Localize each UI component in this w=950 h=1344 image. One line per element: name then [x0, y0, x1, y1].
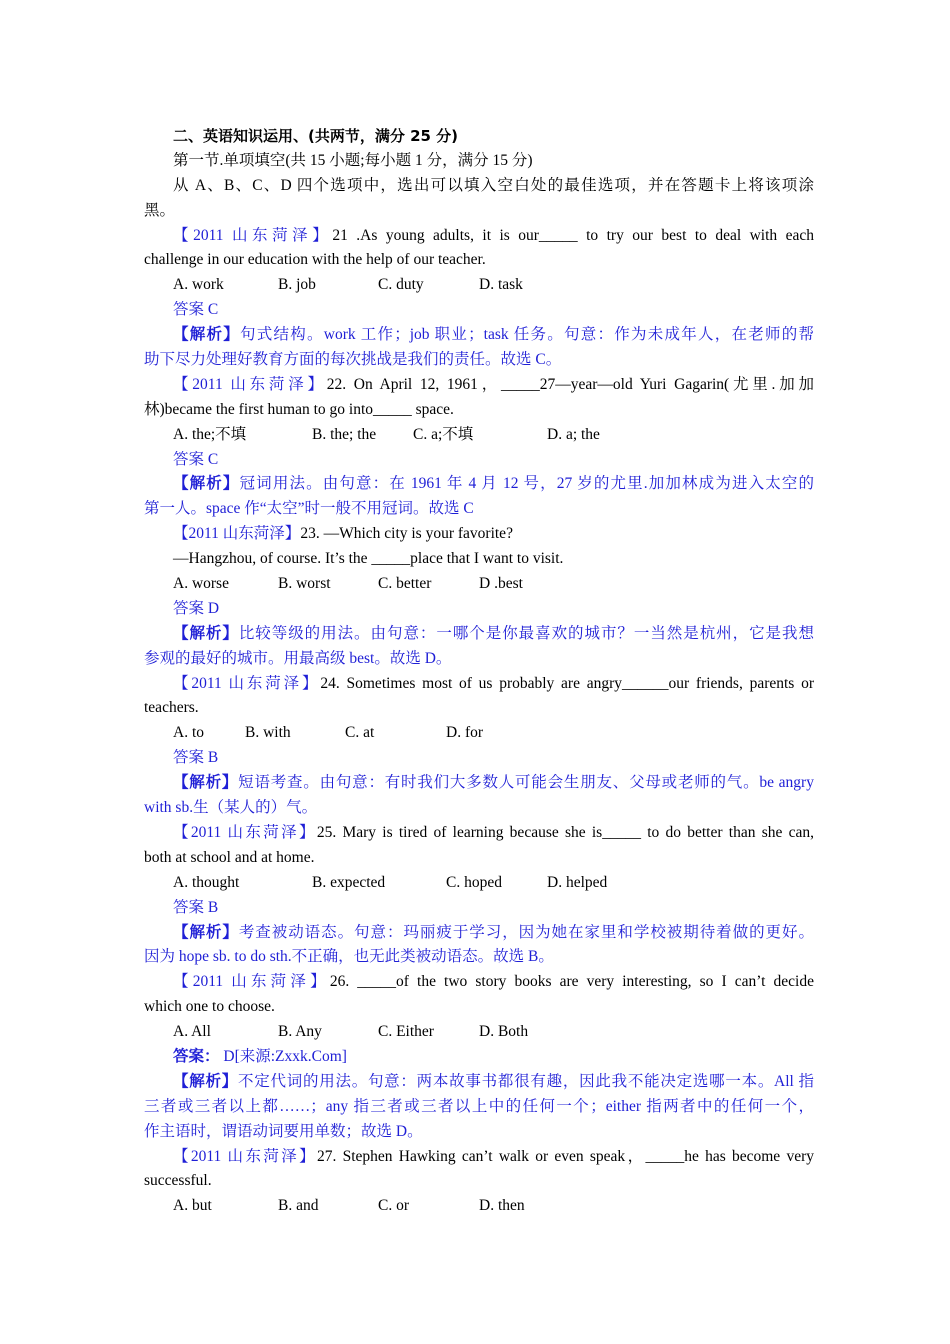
option-c: C. better — [378, 575, 432, 593]
option-b: B. Any — [278, 1023, 322, 1041]
option-d: D. a; the — [547, 425, 600, 443]
question-23-line-1 — [144, 522, 814, 547]
answer-25: 答案 B — [173, 898, 219, 916]
answer-24: 答案 B — [173, 749, 219, 767]
question-25-options — [144, 871, 814, 896]
analysis-22-line-2: 第一人。space 作“太空”时一般不用冠词。故选 C — [144, 500, 474, 518]
question-source: 【2011 山东菏泽】 — [173, 674, 321, 692]
question-stem: 21 .As young adults, it is our_____ to try our best to deal with each — [332, 226, 814, 244]
analysis-24-line-2: with sb.生（某人的）气。 — [144, 799, 318, 817]
analysis-26-line-2: 三者或三者以上都……；any 指三者或三者以上中的任何一个；either 指两者中的任何一个， — [144, 1097, 814, 1115]
analysis-24-line-1: 【解析】短语考查。由句意：有时我们大多数人可能会生朋友、父母或老师的气。be angry — [173, 774, 814, 792]
section-title: 二、英语知识运用、(共两节，满分 25 分) — [173, 127, 459, 145]
question-22-options — [144, 423, 814, 448]
answer-21: 答案 C — [173, 301, 219, 319]
analysis-23-line-2: 参观的最好的城市。用最高级 best。故选 D。 — [144, 649, 452, 667]
question-25-line-1 — [144, 821, 814, 846]
option-d: D. Both — [479, 1023, 529, 1041]
option-c: C. Either — [378, 1023, 434, 1041]
analysis-21-line-1: 【解析】句式结构。work 工作；job 职业；task 任务。句意：作为未成年人，在老师的帮 — [173, 326, 814, 344]
question-stem: 24. Sometimes most of us probably are angry______our friends, parents or — [320, 674, 814, 692]
document-page — [144, 124, 814, 1219]
question-26-options — [144, 1020, 814, 1045]
question-source: 【2011 山东菏泽】 — [173, 1147, 317, 1165]
question-stem: 23. —Which city is your favorite? — [300, 525, 513, 543]
option-a: A. but — [173, 1197, 212, 1215]
analysis-23-line-1: 【解析】比较等级的用法。由句意：一哪个是你最喜欢的城市？一当然是杭州，它是我想 — [173, 624, 814, 642]
answer-label: 答案： — [173, 1047, 220, 1065]
question-23-line-2: —Hangzhou, of course. It’s the _____place that I want to visit. — [173, 550, 564, 568]
question-stem: 25. Mary is tired of learning because she is_____ to do better than she can, — [316, 823, 814, 841]
option-c: C. duty — [378, 276, 424, 294]
question-source: 【2011 山东菏泽】 — [173, 226, 333, 244]
question-source: 【2011 山东菏泽】 — [173, 973, 330, 991]
question-source: 【2011 山东菏泽】 — [173, 823, 317, 841]
analysis-label: 【解析】 — [173, 923, 239, 941]
instruction-line-2: 黑。 — [144, 201, 176, 219]
question-27-line-2: successful. — [144, 1172, 212, 1190]
option-b: B. job — [278, 276, 316, 294]
option-a: A. thought — [173, 873, 240, 891]
analysis-26-line-3: 作主语时，谓语动词要用单数；故选 D。 — [144, 1122, 423, 1140]
section-subtitle: 第一节.单项填空(共 15 小题;每小题 1 分，满分 15 分) — [173, 151, 533, 169]
option-a: A. All — [173, 1023, 211, 1041]
question-27-options — [144, 1194, 814, 1219]
question-22-line-1 — [144, 373, 814, 398]
analysis-26-line-1: 【解析】不定代词的用法。句意：两本故事书都很有趣，因此我不能决定选哪一本。All 指 — [173, 1072, 814, 1090]
option-d: D. then — [479, 1197, 525, 1215]
question-stem: 27. Stephen Hawking can’t walk or even speak，_____he has become very — [316, 1147, 814, 1165]
option-b: B. with — [245, 724, 291, 742]
analysis-label: 【解析】 — [173, 774, 239, 792]
analysis-25-line-1: 【解析】考查被动语态。句意：玛丽疲于学习，因为她在家里和学校被期待着做的更好。 — [173, 923, 814, 941]
question-21-line-1 — [144, 224, 814, 249]
option-b: B. the; the — [312, 425, 377, 443]
question-source: 【2011 山东菏泽】 — [173, 375, 327, 393]
option-d: D. for — [446, 724, 484, 742]
question-24-options — [144, 721, 814, 746]
question-24-line-2: teachers. — [144, 699, 199, 717]
option-c: C. hoped — [446, 873, 502, 891]
analysis-25-line-2: 因为 hope sb. to do sth.不正确，也无此类被动语态。故选 B。 — [144, 948, 554, 966]
question-27-line-1 — [144, 1145, 814, 1170]
question-22-line-2: 林)became the first human to go into_____ space. — [144, 400, 454, 418]
question-24-line-1 — [144, 672, 814, 697]
option-b: B. and — [278, 1197, 319, 1215]
option-a: A. to — [173, 724, 204, 742]
option-d: D. task — [479, 276, 523, 294]
analysis-label: 【解析】 — [173, 624, 239, 642]
option-d: D .best — [479, 575, 523, 593]
question-stem: 22. On April 12, 1961，_____27—year—old Yuri Gagarin(尤里.加加 — [326, 375, 814, 393]
analysis-label: 【解析】 — [173, 475, 240, 493]
option-a: A. worse — [173, 575, 229, 593]
option-c: C. at — [345, 724, 375, 742]
option-c: C. a;不填 — [413, 425, 474, 443]
analysis-21-line-2: 助下尽力处理好教育方面的每次挑战是我们的责任。故选 C。 — [144, 351, 562, 369]
question-21-line-2: challenge in our education with the help of our teacher. — [144, 251, 486, 269]
option-a: A. work — [173, 276, 224, 294]
question-26-line-1 — [144, 970, 814, 995]
question-25-line-2: both at school and at home. — [144, 848, 315, 866]
question-stem: 26. _____of the two story books are very interesting, so I can’t decide — [329, 973, 814, 991]
question-source: 【2011 山东菏泽】 — [173, 525, 301, 543]
question-26-line-2: which one to choose. — [144, 998, 275, 1016]
analysis-label: 【解析】 — [173, 1072, 238, 1090]
option-b: B. worst — [278, 575, 331, 593]
answer-23: 答案 D — [173, 599, 220, 617]
analysis-22-line-1: 【解析】冠词用法。由句意：在 1961 年 4 月 12 号，27 岁的尤里.加加林成为进入太空的 — [173, 475, 814, 493]
option-c: C. or — [378, 1197, 409, 1215]
answer-26: 答案： D[来源:Zxxk.Com] — [173, 1047, 347, 1065]
instruction-line-1: 从 A、B、C、D 四个选项中，选出可以填入空白处的最佳选项，并在答题卡上将该项涂 — [173, 176, 814, 194]
answer-22: 答案 C — [173, 450, 219, 468]
option-d: D. helped — [547, 873, 608, 891]
question-21-options — [144, 273, 814, 298]
option-b: B. expected — [312, 873, 386, 891]
option-a: A. the;不填 — [173, 425, 247, 443]
question-23-options — [144, 572, 814, 597]
analysis-label: 【解析】 — [173, 326, 240, 344]
